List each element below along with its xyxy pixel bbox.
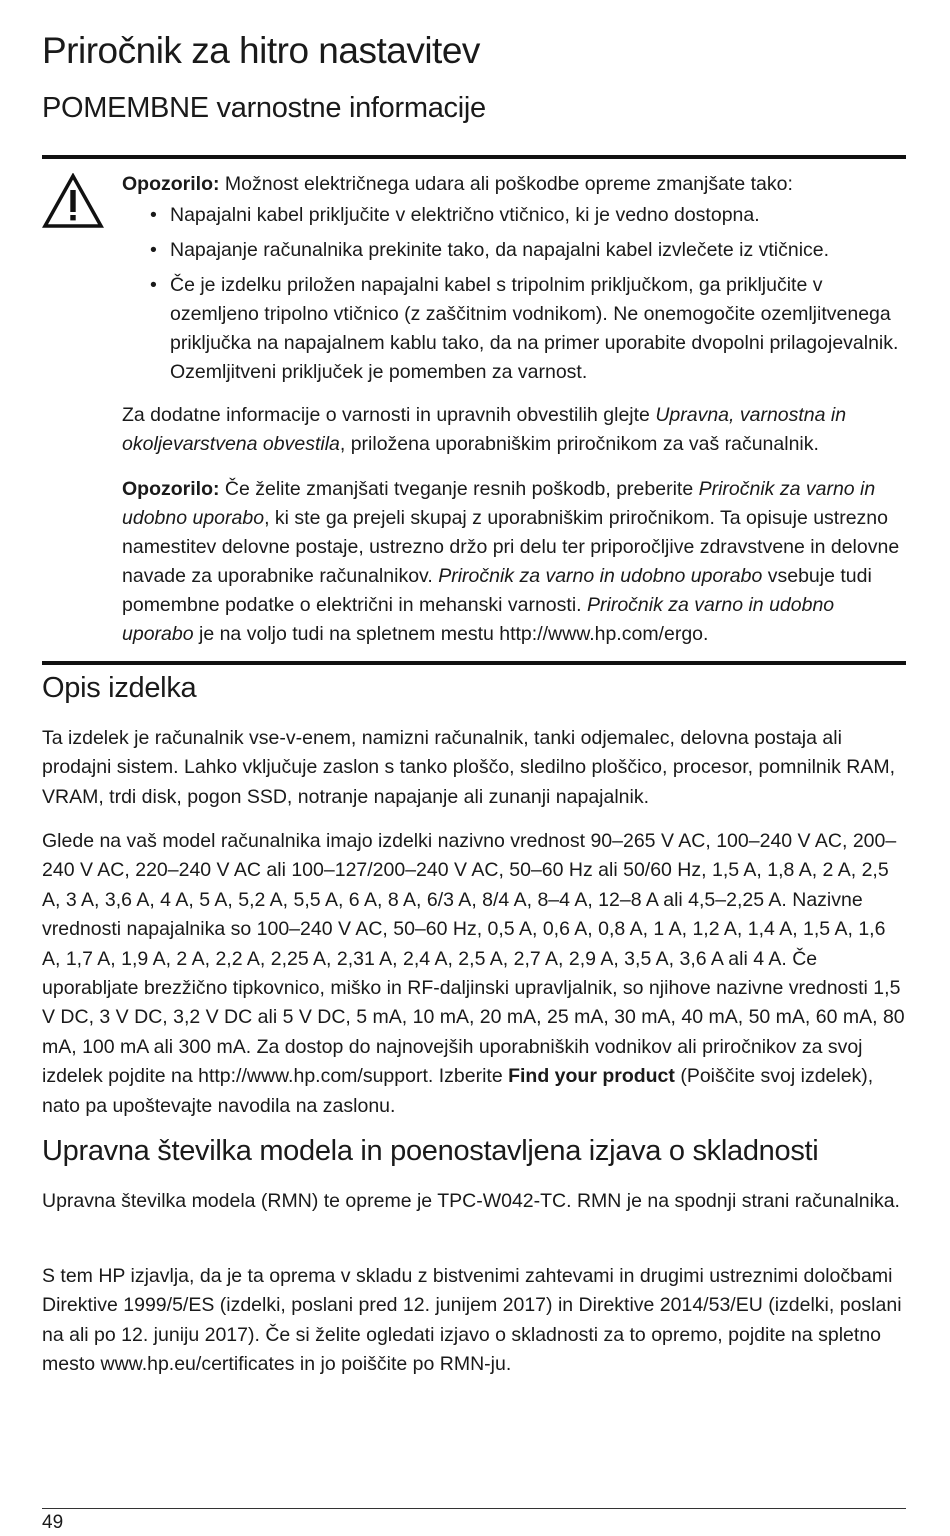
- list-item: • Če je izdelku priložen napajalni kabel s tripolnim priključkom, ga priključite v ozemljeno tripolno vtičnico (z zaščitnim vodnikom). Ne onemogočite ozemljitvenega priključka na napajalnem kablu tako, da na primer uporabite dvopolni prilagojevalnik. Ozemljitveni priključek je pomemben za varnost.: [150, 271, 910, 387]
- warning-label: Opozorilo:: [122, 173, 220, 195]
- info-text: Za dodatne informacije o varnosti in upravnih obvestilih glejte: [122, 404, 656, 426]
- warning-text: je na voljo tudi na spletnem mestu http://www.hp.com/ergo.: [193, 623, 709, 645]
- list-item: • Napajalni kabel priključite v električno vtičnico, ki je vedno dostopna.: [150, 201, 910, 230]
- warning-bullet-list: [122, 201, 910, 387]
- ergonomics-warning-paragraph: [122, 475, 910, 649]
- info-text: , priložena uporabniškim priročnikom za vaš računalnik.: [339, 433, 819, 455]
- ratings-paragraph: [42, 827, 906, 1121]
- page-number: 49: [42, 1512, 64, 1533]
- section-heading-regulatory: Upravna številka modela in poenostavljena izjava o skladnosti: [42, 1135, 819, 1167]
- safety-info-paragraph: [122, 401, 910, 459]
- warning-text: , ki ste ga prejeli skupaj z uporabniškim priročnikom. Ta opisuje ustrezno namestitev delovne postaje, ustrezno držo pri delu ter priporočljive zdravstvene in delovne navade za uporabnike računalnikov.: [122, 507, 900, 587]
- section-heading-product-description: Opis izdelka: [42, 672, 197, 704]
- warning-text: Možnost električnega udara ali poškodbe opreme zmanjšate tako:: [219, 173, 793, 195]
- ratings-text: (Poiščite svoj izdelek), nato pa upoštevajte navodila na zaslonu.: [42, 1065, 874, 1117]
- list-item: • Napajanje računalnika prekinite tako, da napajalni kabel izvlečete iz vtičnice.: [150, 236, 910, 265]
- footer-divider: [42, 1508, 906, 1509]
- warning-lead: [122, 170, 910, 199]
- ratings-text: Glede na vaš model računalnika imajo izdelki nazivno vrednost 90–265 V AC, 100–240 V AC, 200–240 V AC, 220–240 V AC ali 100–127/200–240 V AC, 50–60 Hz ali 50/60 Hz, 1,5 A, 1,8 A, 2 A, 2,5 A, 3 A, 3,6 A, 4 A, 5 A, 5,2 A, 5,5 A, 6 A, 8 A, 6/3 A, 8/4 A, 8–4 A, 12–8 A ali 4,5–2,25 A. Nazivne vrednosti napajalnika so 100–240 V AC, 50–60 Hz, 0,5 A, 0,6 A, 0,8 A, 1 A, 1,2 A, 1,4 A, 1,5 A, 1,6 A, 1,7 A, 1,9 A, 2 A, 2,2 A, 2,25 A, 2,31 A, 2,4 A, 2,5 A, 2,7 A, 2,9 A, 3,5 A, 3,6 A ali 4 A. Če uporabljate brezžično tipkovnico, miško in RF-daljinski upravljalnik, so njihove nazivne vrednosti 1,5 V DC, 3 V DC, 3,2 V DC ali 5 V DC, 5 mA, 10 mA, 20 mA, 25 mA, 30 mA, 40 mA, 50 mA, 60 mA, 80 mA, 100 mA ali 300 mA. Za dostop do najnovejših uporabniških vodnikov ali priročnikov za svoj izdelek pojdite na http://www.hp.com/support. Izberite: [42, 830, 905, 1088]
- warning-triangle-icon: [42, 173, 104, 229]
- safety-warning-box: [42, 155, 906, 665]
- guide-title: Priročnik za varno in udobno uporabo: [438, 565, 763, 587]
- page-title: Priročnik za hitro nastavitev: [42, 30, 480, 71]
- guide-title: Priročnik za varno in udobno uporabo: [122, 478, 876, 529]
- warning-text: Če želite zmanjšati tveganje resnih poškodb, preberite: [219, 478, 699, 500]
- rmn-paragraph: Upravna številka modela (RMN) te opreme je TPC-W042-TC. RMN je na spodnji strani računalnika.: [42, 1190, 900, 1212]
- warning-label: Opozorilo:: [122, 478, 220, 500]
- warning-text: vsebuje tudi pomembne podatke o električni in mehanski varnosti.: [122, 565, 872, 616]
- warning-content: [122, 170, 910, 649]
- find-product-label: Find your product: [508, 1065, 675, 1088]
- declaration-paragraph: S tem HP izjavlja, da je ta oprema v skladu z bistvenimi zahtevami in drugimi ustreznimi določbami Direktive 1999/5/ES (izdelki, poslani pred 12. junijem 2017) in Direktive 2014/53/EU (izdelki, poslani na ali po 12. juniju 2017). Če si želite ogledati izjavo o skladnosti za to opremo, pojdite na spletno mesto www.hp.eu/certificates in jo poiščite po RMN-ju.: [42, 1265, 902, 1376]
- product-description-paragraph: Ta izdelek je računalnik vse-v-enem, namizni računalnik, tanki odjemalec, delovna postaja ali prodajni sistem. Lahko vključuje zaslon s tanko ploščo, sledilno ploščico, procesor, pomnilnik RAM, VRAM, trdi disk, pogon SSD, notranje napajanje ali zunanji napajalnik.: [42, 727, 895, 808]
- info-doc-title: Upravna, varnostna in okoljevarstvena obvestila: [122, 404, 847, 455]
- page-subtitle: POMEMBNE varnostne informacije: [42, 92, 486, 124]
- guide-title: Priročnik za varno in udobno uporabo: [122, 594, 835, 645]
